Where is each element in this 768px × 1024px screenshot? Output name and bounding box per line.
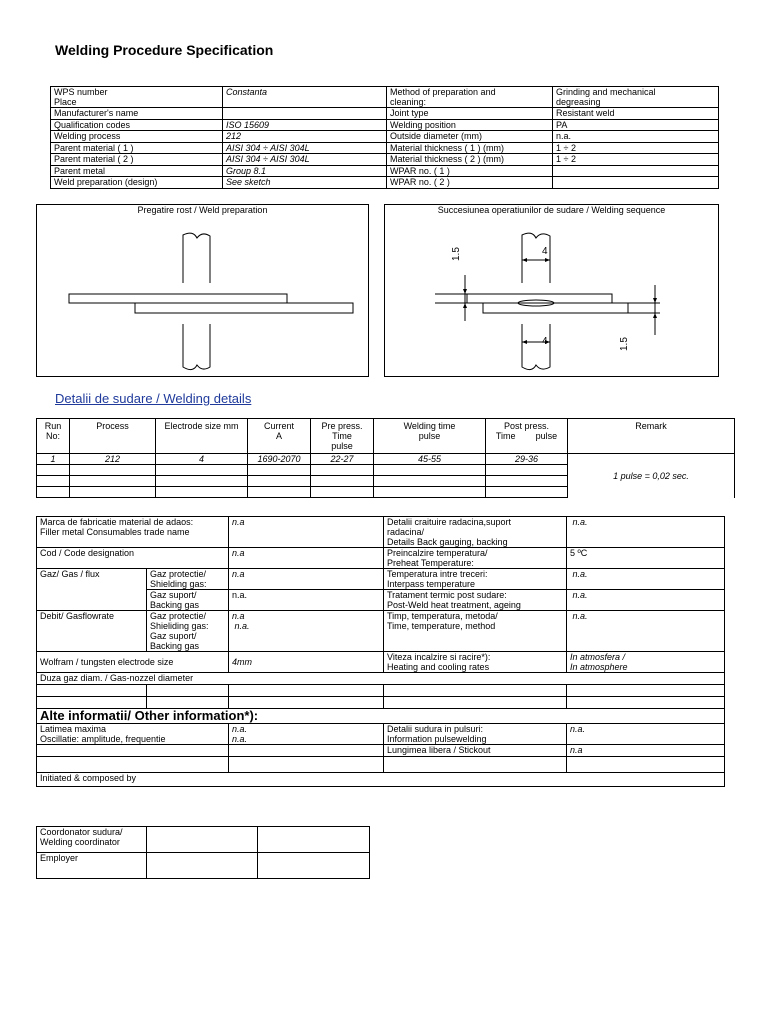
preheat-value: 5 ºC — [567, 548, 725, 569]
bottom-sheet — [135, 303, 353, 313]
ttm-value: n.a. — [567, 611, 725, 652]
backing-value: n.a. — [229, 590, 384, 611]
bottom-sheet — [483, 303, 628, 313]
row-value — [223, 108, 387, 120]
col-current: Current A — [248, 419, 311, 454]
top-sheet — [467, 294, 612, 303]
coord-sign-1[interactable] — [147, 827, 258, 853]
row-value-2: 1 ÷ 2 — [553, 142, 719, 154]
weld-preparation-caption: Pregatire rost / Weld preparation — [137, 205, 268, 215]
row-label: Weld preparation (design) — [51, 177, 223, 189]
employer-sign-2[interactable] — [258, 853, 370, 879]
row-value: AISI 304 ÷ AISI 304L — [223, 142, 387, 154]
interpass-value: n.a. — [567, 569, 725, 590]
other-info-title: Alte informatii/ Other information*): — [37, 709, 725, 724]
code-value: n.a — [229, 548, 384, 569]
nozzle-label: Duza gaz diam. / Gas-nozzel diameter — [37, 673, 725, 685]
col-welding-time: Welding time pulse — [374, 419, 486, 454]
row-label: Parent material ( 2 ) — [51, 154, 223, 166]
welding-details-table — [36, 418, 735, 498]
row-label-2: Joint type — [387, 108, 553, 120]
dim-bottom-label: 4 — [542, 336, 548, 347]
row-label-2: WPAR no. ( 2 ) — [387, 177, 553, 189]
row-value: Group 8.1 — [223, 165, 387, 177]
shield-value: n.a — [229, 569, 384, 590]
col-electrode: Electrode size mm — [156, 419, 248, 454]
prep-label: Method of preparation and cleaning: — [387, 87, 553, 108]
row-label-2: Material thickness ( 1 ) (mm) — [387, 142, 553, 154]
consumables-table — [36, 516, 725, 787]
flow-label: Debit/ Gasflowrate — [37, 611, 147, 652]
page-title: Welding Procedure Specification — [55, 42, 274, 58]
code-label: Cod / Code designation — [37, 548, 229, 569]
interpass-label: Temperatura intre treceri: Interpass temperature — [384, 569, 567, 590]
row-label: Welding process — [51, 131, 223, 143]
wps-place-labels: WPS number Place — [51, 87, 223, 108]
stickout-value: n.a — [567, 745, 725, 757]
dim-right-label: 1.5 — [619, 337, 630, 351]
pulse-label: Detalii sudura in pulsuri: Information pulsewelding — [384, 724, 567, 745]
row-label-2: Welding position — [387, 119, 553, 131]
tungsten-label: Wolfram / tungsten electrode size — [37, 652, 229, 673]
row-value-2 — [553, 165, 719, 177]
col-run: Run No: — [37, 419, 70, 454]
pulse-value: n.a. — [567, 724, 725, 745]
coord-sign-2[interactable] — [258, 827, 370, 853]
row-label: Parent material ( 1 ) — [51, 142, 223, 154]
cell-current: 1690-2070 — [248, 454, 311, 465]
pwht-value: n.a. — [567, 590, 725, 611]
col-remark: Remark — [568, 419, 735, 454]
dim-top-label: 4 — [542, 246, 548, 257]
pwht-label: Tratament termic post sudare: Post-Weld heat treatment, ageing — [384, 590, 567, 611]
row-label-2: WPAR no. ( 1 ) — [387, 165, 553, 177]
coord-label: Coordonator sudura/ Welding coordinator — [37, 827, 147, 853]
cell-postpress: 29-36 — [486, 454, 568, 465]
preheat-label: Preincalzire temperatura/ Preheat Temperature: — [384, 548, 567, 569]
top-sheet — [69, 294, 287, 303]
cell-run: 1 — [37, 454, 70, 465]
col-postpress: Post press. Time pulse — [486, 419, 568, 454]
row-value-2: 1 ÷ 2 — [553, 154, 719, 166]
dim-left-label: 1.5 — [451, 247, 462, 261]
gas-label: Gaz/ Gas / flux — [37, 569, 147, 611]
welding-details-title: Detalii de sudare / Welding details — [55, 391, 252, 406]
row-value-2 — [553, 177, 719, 189]
welding-sequence-sketch — [385, 205, 718, 376]
welding-sequence-figure — [384, 204, 719, 377]
prep-value: Grinding and mechanical degreasing — [553, 87, 719, 108]
row-value: 212 — [223, 131, 387, 143]
cell-electrode: 4 — [156, 454, 248, 465]
weld-preparation-sketch — [37, 205, 368, 376]
row-value: ISO 15609 — [223, 119, 387, 131]
flow-gas-values: n.a n.a. — [229, 611, 384, 652]
tungsten-value: 4mm — [229, 652, 384, 673]
row-value-2: n.a. — [553, 131, 719, 143]
root-label: Detalii craituire radacina,suport radacina/ Details Back gauging, backing — [384, 517, 567, 548]
ttm-label: Timp, temperatura, metoda/ Time, temperature, method — [384, 611, 567, 652]
root-value: n.a. — [567, 517, 725, 548]
stickout-label: Lungimea libera / Stickout — [384, 745, 567, 757]
lower-electrode — [183, 324, 210, 370]
weld-preparation-figure — [36, 204, 369, 377]
backing-label: Gaz suport/ Backing gas — [147, 590, 229, 611]
filler-value: n.a — [229, 517, 384, 548]
col-process: Process — [70, 419, 156, 454]
shield-label: Gaz protectie/ Shielding gas: — [147, 569, 229, 590]
initiated-label: Initiated & composed by — [37, 773, 725, 787]
cell-process: 212 — [70, 454, 156, 465]
row-label-2: Material thickness ( 2 ) (mm) — [387, 154, 553, 166]
row-label: Parent metal — [51, 165, 223, 177]
row-value: AISI 304 ÷ AISI 304L — [223, 154, 387, 166]
upper-electrode — [522, 233, 550, 283]
cell-prepress: 22-27 — [311, 454, 374, 465]
employer-label: Employer — [37, 853, 147, 879]
flow-gas-labels: Gaz protectie/ Shieliding gas: Gaz suport/ Backing gas — [147, 611, 229, 652]
col-prepress: Pre press. Time pulse — [311, 419, 374, 454]
row-value-2: Resistant weld — [553, 108, 719, 120]
employer-sign-1[interactable] — [147, 853, 258, 879]
place-value: Constanta — [223, 87, 387, 108]
width-osc-labels: Latimea maxima Oscillatie: amplitude, frequentie — [37, 724, 229, 745]
cell-welding-time: 45-55 — [374, 454, 486, 465]
heating-label: Viteza incalzire si racire*): Heating and cooling rates — [384, 652, 567, 673]
row-value: See sketch — [223, 177, 387, 189]
width-osc-values: n.a. n.a. — [229, 724, 384, 745]
signature-table — [36, 826, 370, 879]
row-label: Manufacturer's name — [51, 108, 223, 120]
filler-label: Marca de fabricatie material de adaos: Filler metal Consumables trade name — [37, 517, 229, 548]
wps-header-table — [50, 86, 719, 189]
heating-value: In atmosfera / In atmosphere — [567, 652, 725, 673]
row-label: Qualification codes — [51, 119, 223, 131]
row-value-2: PA — [553, 119, 719, 131]
welding-sequence-caption: Succesiunea operatiunilor de sudare / Welding sequence — [437, 205, 666, 215]
upper-electrode — [183, 233, 210, 283]
cell-remark: 1 pulse = 0,02 sec. — [568, 454, 735, 498]
row-label-2: Outside diameter (mm) — [387, 131, 553, 143]
